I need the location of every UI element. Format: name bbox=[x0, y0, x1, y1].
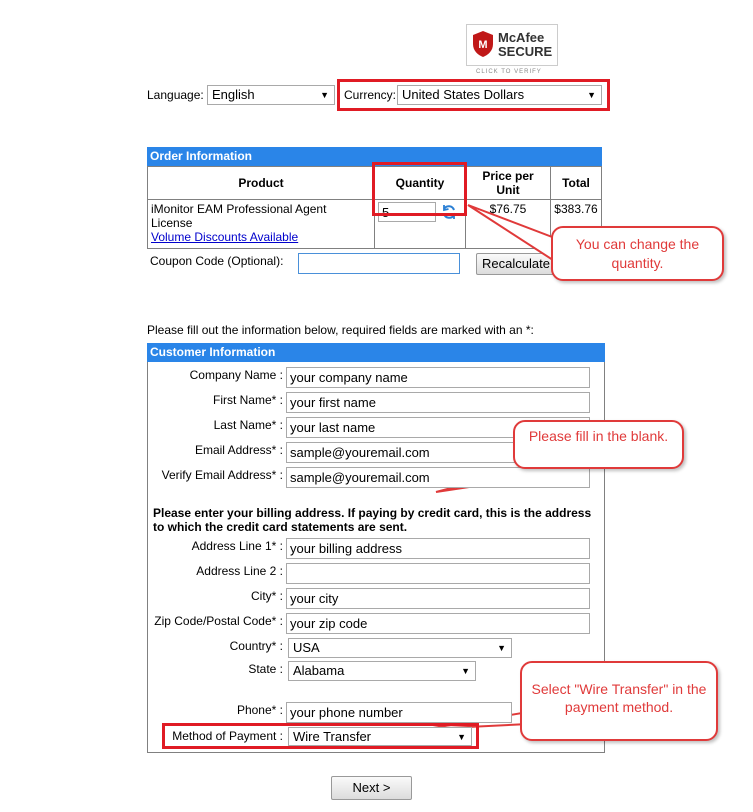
state-value: Alabama bbox=[293, 663, 345, 678]
wire-callout bbox=[520, 661, 718, 741]
language-label: Language: bbox=[147, 88, 204, 102]
chevron-down-icon: ▼ bbox=[457, 732, 466, 742]
currency-label: Currency: bbox=[344, 88, 397, 102]
payment-select[interactable] bbox=[288, 727, 472, 746]
currency-value: United States Dollars bbox=[402, 87, 525, 102]
quantity-callout bbox=[551, 226, 724, 281]
chevron-down-icon: ▼ bbox=[461, 666, 470, 676]
mcafee-secure-text: SECURE bbox=[498, 44, 553, 59]
chevron-down-icon: ▼ bbox=[497, 643, 506, 653]
language-value: English bbox=[212, 87, 255, 102]
col-quantity: Quantity bbox=[375, 167, 466, 200]
city-input[interactable]: your city bbox=[286, 588, 590, 609]
country-value: USA bbox=[293, 640, 320, 655]
country-label: Country* : bbox=[229, 639, 283, 653]
quantity-callout-text: You can change the quantity. bbox=[575, 236, 700, 271]
quantity-input[interactable]: 5 bbox=[378, 202, 436, 222]
country-select[interactable] bbox=[288, 638, 512, 658]
mcafee-brand: McAfee bbox=[498, 30, 545, 45]
col-total: Total bbox=[551, 167, 602, 200]
address1-input[interactable]: your billing address bbox=[286, 538, 590, 559]
fill-callout-text: Please fill in the blank. bbox=[528, 428, 669, 444]
chevron-down-icon: ▼ bbox=[320, 90, 329, 100]
state-label: State : bbox=[248, 662, 283, 676]
volume-discounts-link[interactable]: Volume Discounts Available bbox=[151, 230, 299, 244]
state-select[interactable] bbox=[288, 661, 476, 681]
address2-label: Address Line 2 : bbox=[196, 564, 283, 578]
zip-label: Zip Code/Postal Code* : bbox=[154, 614, 283, 628]
col-price: Price per Unit bbox=[466, 167, 551, 200]
phone-input[interactable]: your phone number bbox=[286, 702, 512, 723]
first-name-input[interactable]: your first name bbox=[286, 392, 590, 413]
phone-label: Phone* : bbox=[236, 703, 283, 717]
instructions-text: Please fill out the information below, required fields are marked with an *: bbox=[147, 323, 534, 337]
verify-email-label: Verify Email Address* : bbox=[161, 468, 283, 482]
last-name-label: Last Name* : bbox=[213, 418, 283, 432]
total-cell: $383.76 bbox=[551, 200, 602, 249]
zip-input[interactable]: your zip code bbox=[286, 613, 590, 634]
chevron-down-icon: ▼ bbox=[587, 90, 596, 100]
last-name-input[interactable]: your last name bbox=[286, 417, 590, 438]
company-label: Company Name : bbox=[189, 368, 283, 382]
price-cell: $76.75 bbox=[466, 200, 551, 249]
svg-text:M: M bbox=[478, 39, 488, 51]
col-product: Product bbox=[148, 167, 375, 200]
payment-value: Wire Transfer bbox=[293, 729, 372, 744]
order-info-header: Order Information bbox=[147, 147, 602, 166]
wire-callout-text: Select "Wire Transfer" in the payment method. bbox=[531, 681, 707, 715]
payment-label: Method of Payment : bbox=[172, 729, 283, 743]
fill-callout bbox=[513, 420, 684, 469]
verify-email-input[interactable]: sample@youremail.com bbox=[286, 467, 590, 488]
next-button[interactable]: Next > bbox=[331, 776, 412, 800]
address2-input[interactable] bbox=[286, 563, 590, 584]
recalculate-button[interactable]: Recalculate bbox=[476, 253, 556, 275]
coupon-label: Coupon Code (Optional): bbox=[150, 254, 284, 268]
address1-label: Address Line 1* : bbox=[191, 539, 283, 553]
first-name-label: First Name* : bbox=[212, 393, 283, 407]
customer-info-header: Customer Information bbox=[147, 343, 605, 362]
email-input[interactable]: sample@youremail.com bbox=[286, 442, 590, 463]
billing-note: Please enter your billing address. If paying by credit card, this is the address to which the credit card statements are sent. bbox=[153, 506, 592, 534]
company-input[interactable]: your company name bbox=[286, 367, 590, 388]
city-label: City* : bbox=[250, 589, 283, 603]
mcafee-verify-text: CLICK TO VERIFY bbox=[476, 69, 542, 75]
product-name: iMonitor EAM Professional Agent License bbox=[151, 202, 327, 230]
email-label: Email Address* : bbox=[194, 443, 283, 457]
